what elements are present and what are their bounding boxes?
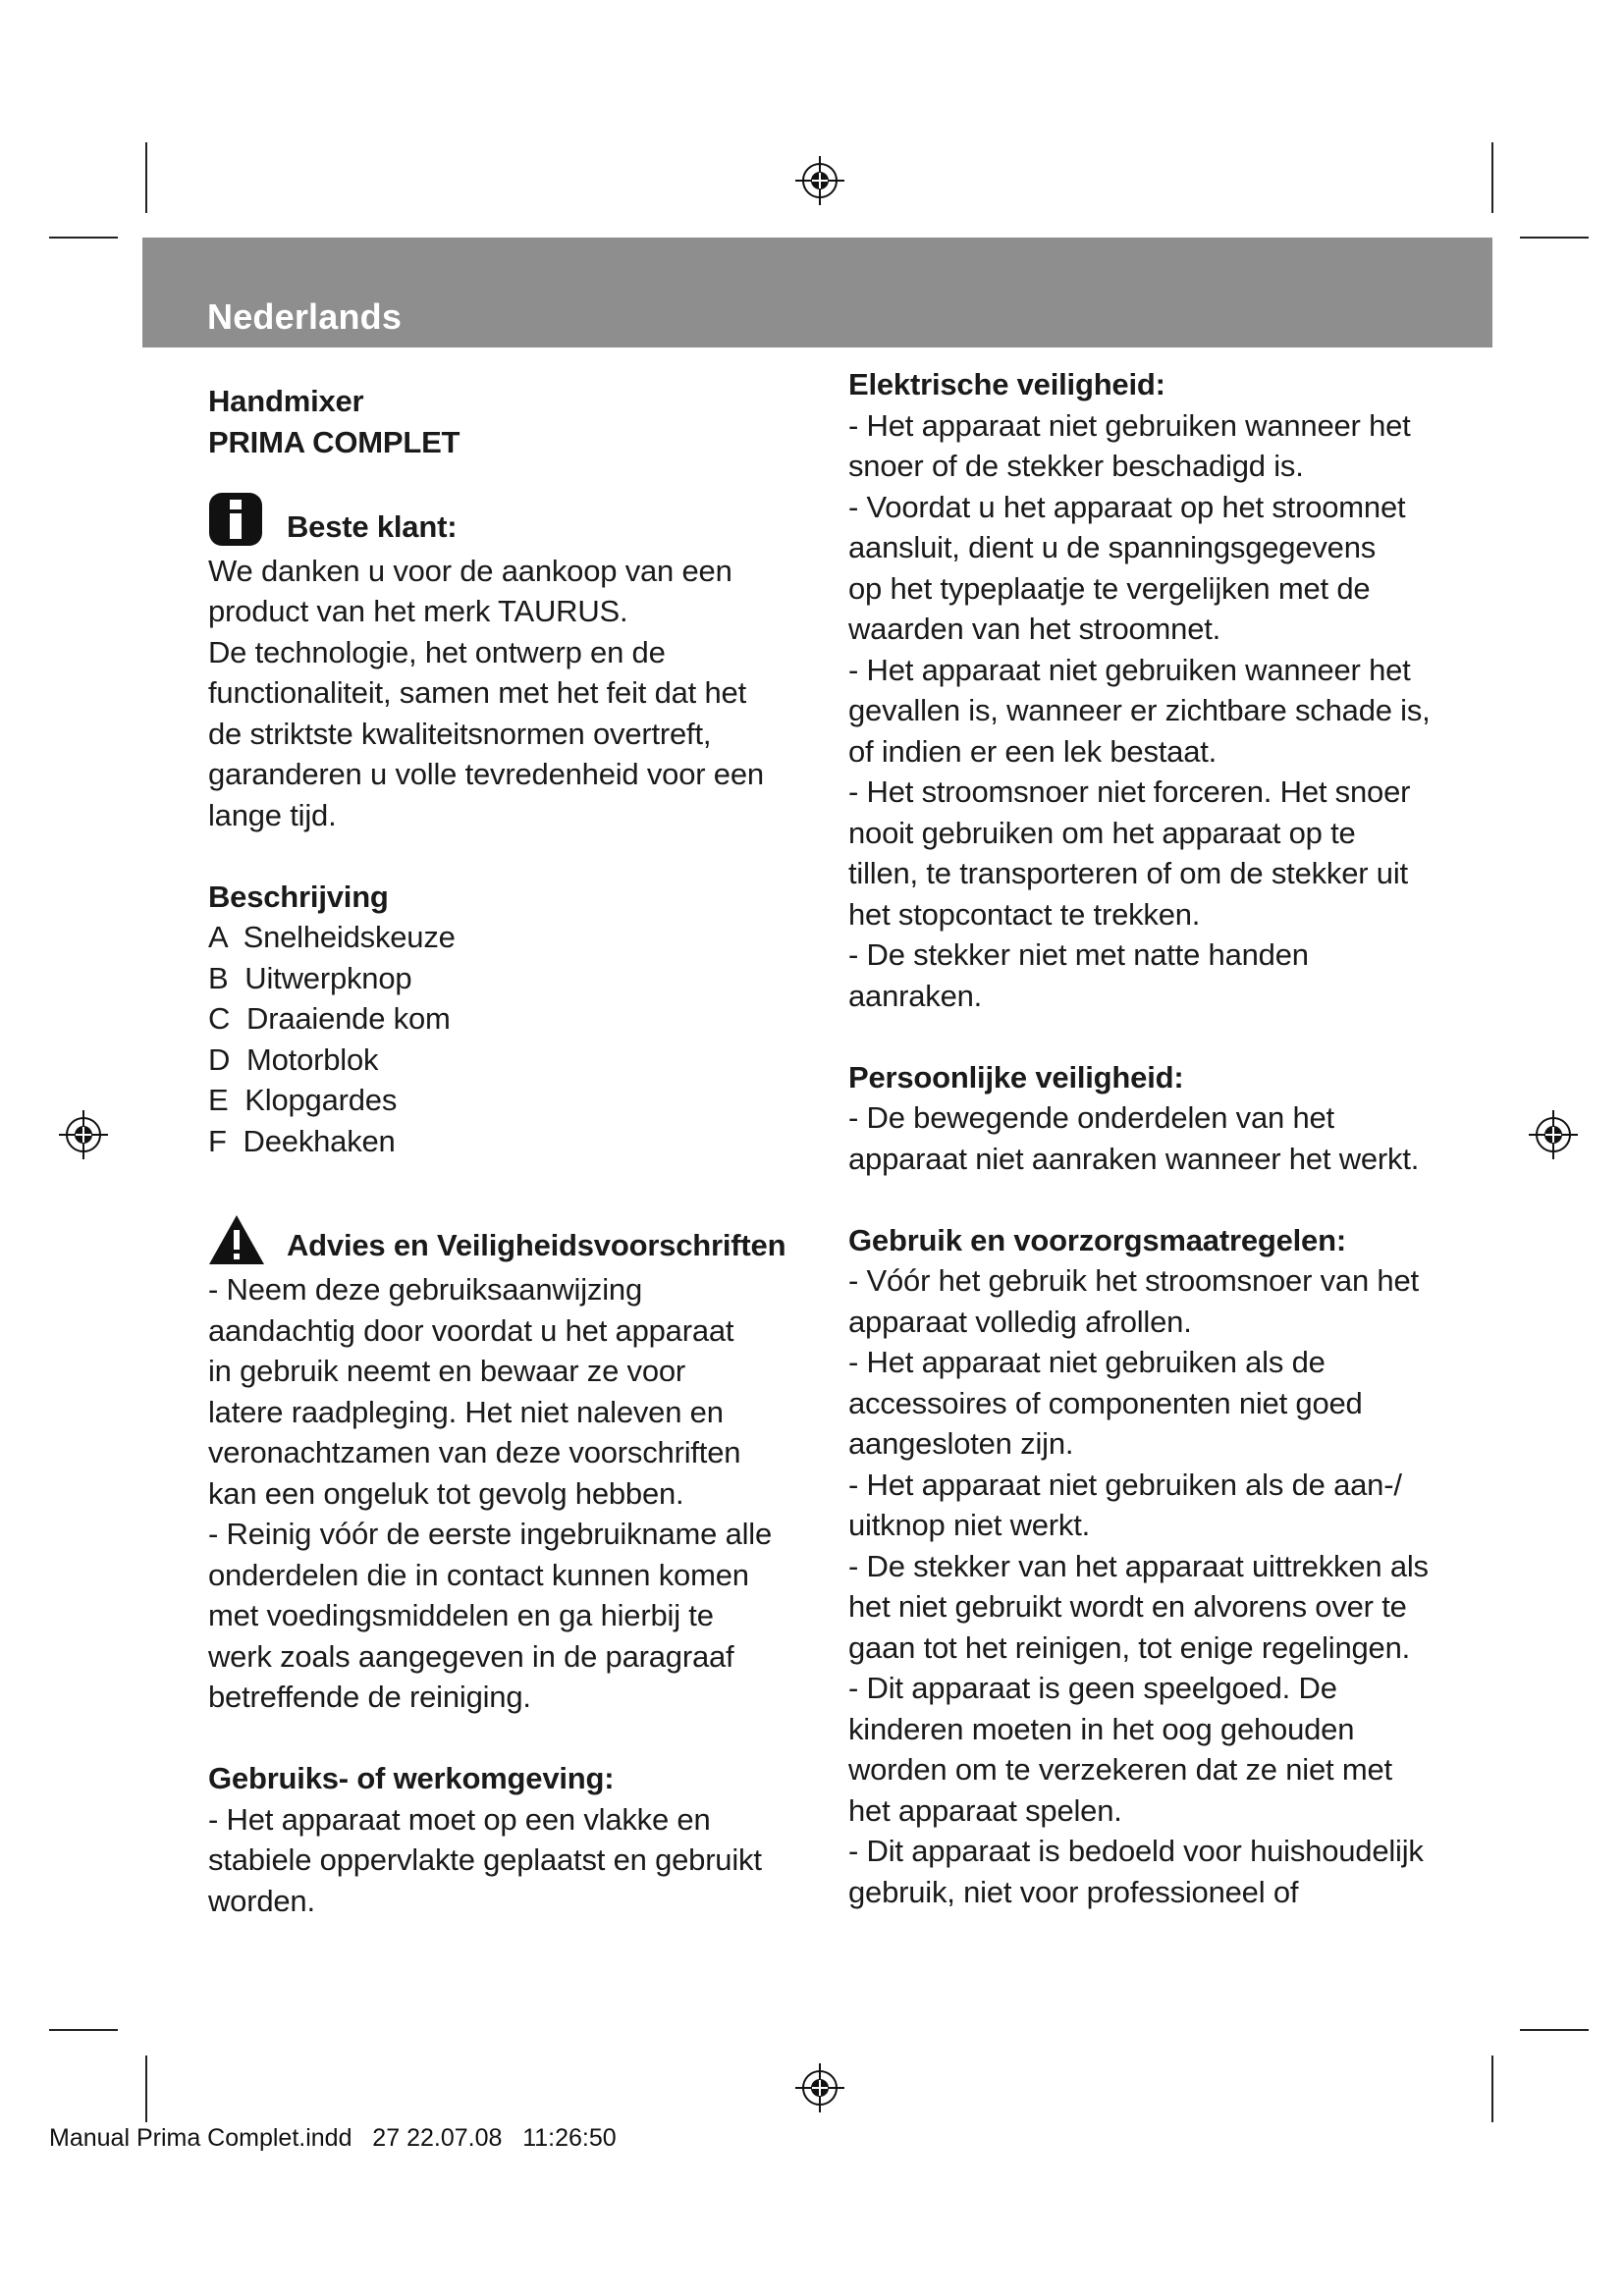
electrical-line: - De stekker niet met natte handen xyxy=(848,937,1309,972)
usage-title: Gebruik en voorzorgsmaatregelen: xyxy=(848,1222,1346,1257)
description-title: Beschrijving xyxy=(208,879,389,914)
usage-line: worden om te verzekeren dat ze niet met xyxy=(848,1752,1392,1787)
environment-line: - Het apparaat moet op een vlakke en xyxy=(208,1801,711,1837)
crop-mark-bottom-left-vertical xyxy=(145,2056,147,2122)
electrical-line: aansluit, dient u de spanningsgegevens xyxy=(848,530,1377,564)
spacer xyxy=(208,462,797,504)
safety-line: - Neem deze gebruiksaanwijzing xyxy=(208,1272,643,1307)
personal-line: - De bewegende onderdelen van het xyxy=(848,1100,1334,1135)
language-title: Nederlands xyxy=(207,296,403,337)
electrical-line: nooit gebruiken om het apparaat op te xyxy=(848,815,1356,850)
print-slug: Manual Prima Complet.indd 27 22.07.08 11:26:50 xyxy=(49,2124,617,2152)
safety-line: kan een ongeluk tot gevolg hebben. xyxy=(208,1475,684,1511)
welcome-line: lange tijd. xyxy=(208,797,337,832)
spacer xyxy=(208,835,797,877)
spacer xyxy=(208,1161,797,1222)
usage-line: accessoires of componenten niet goed xyxy=(848,1385,1363,1420)
personal-title: Persoonlijke veiligheid: xyxy=(848,1059,1184,1095)
crop-mark-top-right-horizontal xyxy=(1520,237,1589,239)
product-type: Handmixer xyxy=(208,384,364,418)
usage-line: gebruik, niet voor professioneel of xyxy=(848,1874,1299,1909)
safety-line: met voedingsmiddelen en ga hierbij te xyxy=(208,1598,714,1632)
registration-mark-left-icon xyxy=(57,1108,110,1161)
usage-line: - De stekker van het apparaat uittrekken als xyxy=(848,1548,1429,1583)
welcome-line: functionaliteit, samen met het feit dat het xyxy=(208,675,746,710)
usage-line: het niet gebruikt wordt en alvorens over te xyxy=(848,1589,1407,1624)
crop-mark-bottom-right-vertical xyxy=(1491,2056,1493,2122)
info-icon xyxy=(208,492,263,547)
environment-title: Gebruiks- of werkomgeving: xyxy=(208,1761,615,1795)
electrical-title: Elektrische veiligheid: xyxy=(848,367,1165,401)
electrical-line: aanraken. xyxy=(848,978,983,1013)
left-column xyxy=(208,381,797,1921)
electrical-line: - Het apparaat niet gebruiken wanneer het xyxy=(848,407,1411,443)
usage-text xyxy=(848,1260,1437,1912)
safety-line: - Reinig vóór de eerste ingebruikname alle xyxy=(208,1517,773,1551)
warning-icon xyxy=(208,1214,265,1265)
electrical-line: snoer of de stekker beschadigd is. xyxy=(848,449,1304,483)
description-item: C Draaiende kom xyxy=(208,1001,451,1036)
electrical-line: het stopcontact te trekken. xyxy=(848,896,1201,932)
right-column xyxy=(848,364,1437,1912)
usage-line: - Het apparaat niet gebruiken als de xyxy=(848,1345,1326,1379)
welcome-line: de striktste kwaliteitsnormen overtreft, xyxy=(208,716,712,751)
electrical-line: waarden van het stroomnet. xyxy=(848,612,1221,646)
usage-line: het apparaat spelen. xyxy=(848,1792,1122,1828)
electrical-line: - Het apparaat niet gebruiken wanneer het xyxy=(848,652,1411,687)
safety-text xyxy=(208,1269,797,1718)
welcome-line: product van het merk TAURUS. xyxy=(208,594,628,628)
electrical-text xyxy=(848,405,1437,1017)
usage-line: - Dit apparaat is geen speelgoed. De xyxy=(848,1671,1337,1705)
welcome-line: garanderen u volle tevredenheid voor een xyxy=(208,757,764,791)
usage-line: apparaat volledig afrollen. xyxy=(848,1304,1192,1339)
environment-line: worden. xyxy=(208,1883,315,1918)
safety-line: werk zoals aangegeven in de paragraaf xyxy=(208,1638,734,1674)
crop-mark-bottom-right-horizontal xyxy=(1520,2029,1589,2031)
welcome-heading xyxy=(208,504,797,551)
usage-line: aangesloten zijn. xyxy=(848,1426,1074,1461)
personal-text xyxy=(848,1097,1437,1179)
welcome-line: De technologie, het ontwerp en de xyxy=(208,634,666,669)
description-item: F Deekhaken xyxy=(208,1123,396,1158)
safety-line: onderdelen die in contact kunnen komen xyxy=(208,1557,749,1592)
electrical-line: op het typeplaatje te vergelijken met de xyxy=(848,570,1371,606)
electrical-line: - Voordat u het apparaat op het stroomnet xyxy=(848,489,1406,524)
description-item: D Motorblok xyxy=(208,1041,379,1077)
description-list xyxy=(208,917,797,1161)
spacer xyxy=(848,1179,1437,1220)
welcome-text xyxy=(208,551,797,836)
safety-line: veronachtzamen van deze voorschriften xyxy=(208,1435,741,1469)
usage-line: - Het apparaat niet gebruiken als de aan-/ xyxy=(848,1467,1402,1502)
usage-line: kinderen moeten in het oog gehouden xyxy=(848,1711,1355,1746)
description-item: E Klopgardes xyxy=(208,1083,398,1117)
crop-mark-top-left-vertical xyxy=(145,142,147,213)
safety-title: Advies en Veiligheidsvoorschriften xyxy=(287,1228,786,1262)
safety-line: latere raadpleging. Het niet naleven en xyxy=(208,1394,724,1429)
crop-mark-top-left-horizontal xyxy=(49,237,118,239)
usage-line: - Dit apparaat is bedoeld voor huishoudelijk xyxy=(848,1834,1424,1868)
description-item: A Snelheidskeuze xyxy=(208,920,456,954)
electrical-line: gevallen is, wanneer er zichtbare schade is, xyxy=(848,693,1431,727)
registration-mark-bottom-icon xyxy=(793,2061,846,2114)
safety-line: in gebruik neemt en bewaar ze voor xyxy=(208,1354,686,1388)
registration-mark-right-icon xyxy=(1527,1108,1580,1161)
usage-line: gaan tot het reinigen, tot enige regelingen. xyxy=(848,1629,1411,1665)
language-banner xyxy=(142,238,1492,347)
usage-line: uitknop niet werkt. xyxy=(848,1508,1091,1542)
registration-mark-top-icon xyxy=(793,154,846,207)
spacer xyxy=(208,1718,797,1759)
environment-text xyxy=(208,1799,797,1922)
electrical-line: of indien er een lek bestaat. xyxy=(848,733,1218,769)
crop-mark-bottom-left-horizontal xyxy=(49,2029,118,2031)
welcome-title: Beste klant: xyxy=(287,508,458,544)
spacer xyxy=(848,1016,1437,1057)
personal-line: apparaat niet aanraken wanneer het werkt. xyxy=(848,1141,1420,1176)
product-name: PRIMA COMPLET xyxy=(208,424,460,459)
electrical-line: - Het stroomsnoer niet forceren. Het snoer xyxy=(848,774,1411,809)
safety-line: betreffende de reiniging. xyxy=(208,1680,531,1714)
safety-line: aandachtig door voordat u het apparaat xyxy=(208,1312,734,1348)
welcome-line: We danken u voor de aankoop van een xyxy=(208,553,732,588)
electrical-line: tillen, te transporteren of om de stekker uit xyxy=(848,856,1408,890)
usage-line: - Vóór het gebruik het stroomsnoer van het xyxy=(848,1263,1419,1298)
crop-mark-top-right-vertical xyxy=(1491,142,1493,213)
environment-line: stabiele oppervlakte geplaatst en gebruikt xyxy=(208,1842,762,1877)
description-item: B Uitwerpknop xyxy=(208,960,412,995)
safety-heading xyxy=(208,1222,797,1269)
